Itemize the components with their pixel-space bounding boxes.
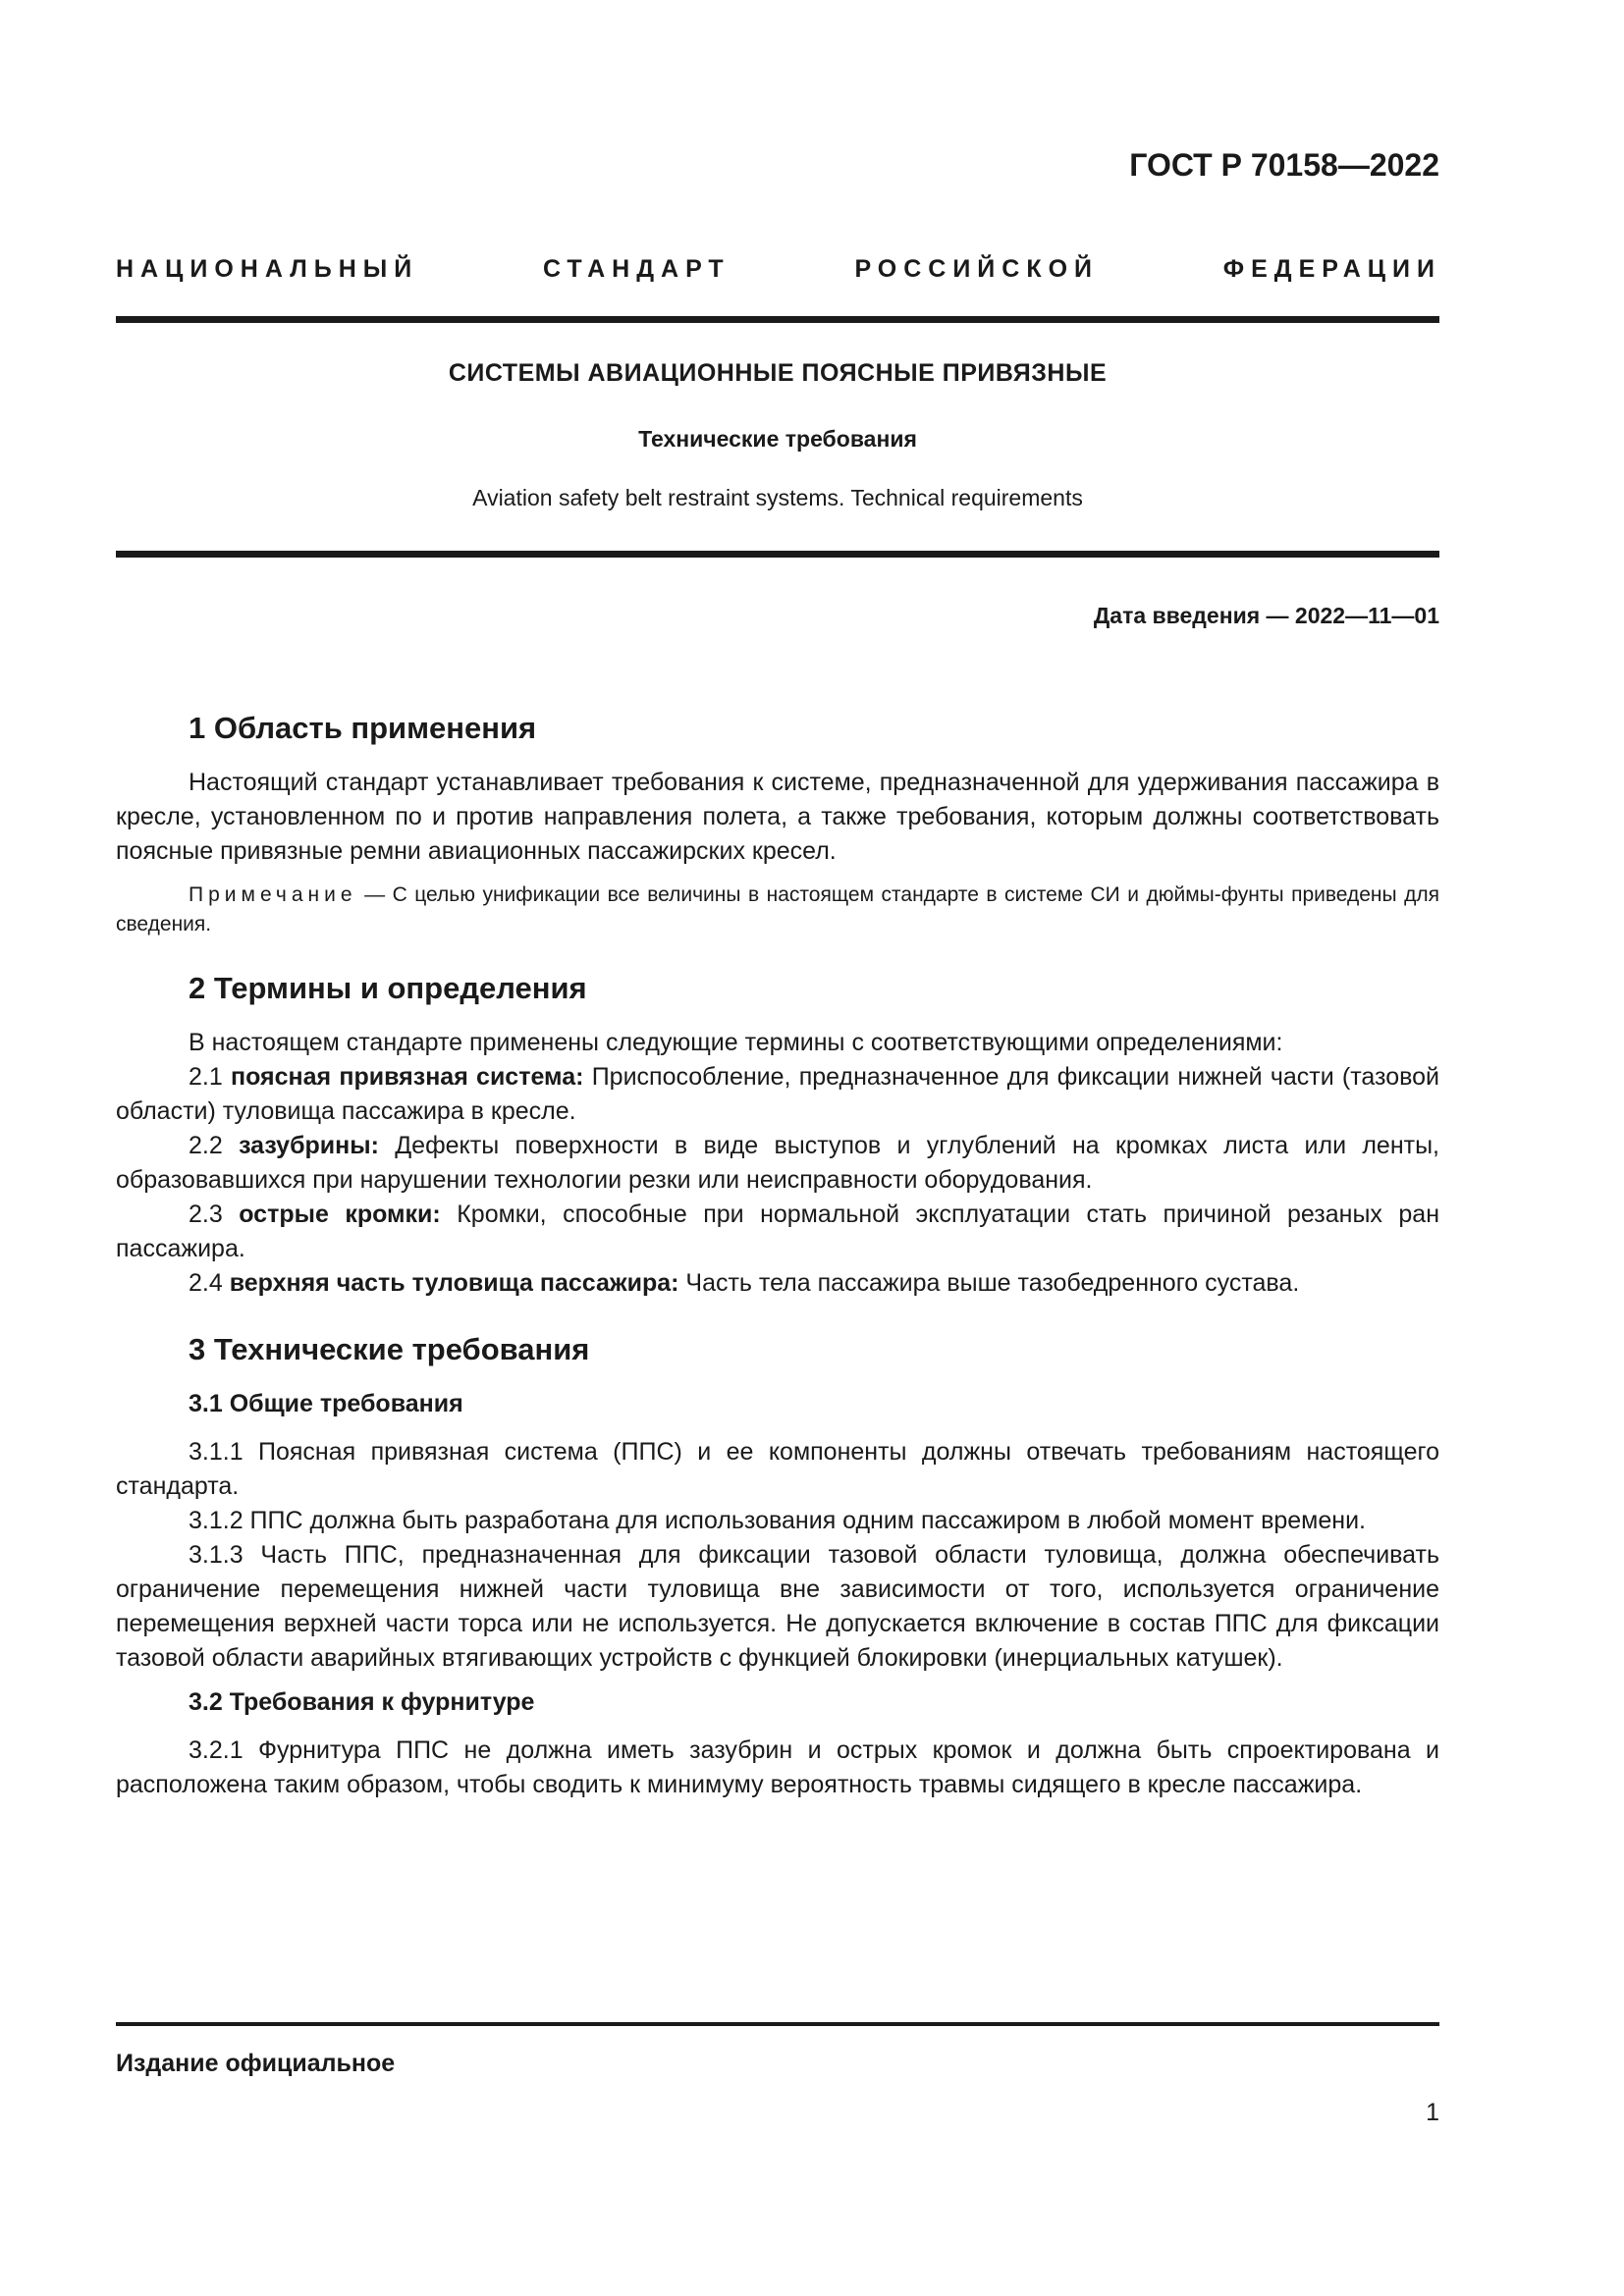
top-divider (116, 316, 1439, 323)
term-2-3: 2.3 острые кромки: Кромки, способные при нормальной эксплуатации стать причиной резаных ран пассажира. (116, 1201, 1439, 1262)
term-2-2: 2.2 зазубрины: Дефекты поверхности в виде выступов и углублений на кромках листа или ленты, образовавшихся при нарушении технологии резки или неисправности оборудования. (116, 1132, 1439, 1194)
term-definition: Приспособление, предназначенное для фиксации нижней части (тазовой области) туловища пассажира в кресле. (116, 1063, 1439, 1125)
term-name: острые кромки: (239, 1201, 441, 1228)
subsection-3-1-heading: 3.1 Общие требования (189, 1390, 463, 1417)
subsection-3-2-heading: 3.2 Требования к фурнитуре (189, 1688, 535, 1716)
clause-3-1-3: 3.1.3 Часть ППС, предназначенная для фиксации тазовой области туловища, должна обеспечивать ограничение перемещения нижней части туловища вне зависимости от того, используется ограничение перемещения верхней части торса или не используется. Не допускается включение в состав ППС для фиксации тазовой области аварийных втягивающих устройств с функцией блокировки (инерциальных катушек). (116, 1541, 1439, 1672)
term-2-1: 2.1 поясная привязная система: Приспособление, предназначенное для фиксации нижней части (тазовой области) туловища пассажира в кресле. (116, 1063, 1439, 1125)
section-1-note (116, 881, 1439, 939)
section-2-intro: В настоящем стандарте применены следующие термины с соответствующими определениями: (189, 1029, 1283, 1056)
note-text: — С целью унификации все величины в настоящем стандарте в системе СИ и дюймы-фунты приведены для сведения. (116, 883, 1439, 935)
term-2-4: 2.4 верхняя часть туловища пассажира: Часть тела пассажира выше тазобедренного сустава. (189, 1269, 1300, 1297)
term-definition: Часть тела пассажира выше тазобедренного сустава. (678, 1269, 1300, 1297)
term-definition: Дефекты поверхности в виде выступов и углублений на кромках листа или ленты, образовавшихся при нарушении технологии резки или неисправности оборудования. (116, 1132, 1439, 1194)
gost-number: ГОСТ Р 70158—2022 (1129, 147, 1439, 183)
section-1-paragraph: Настоящий стандарт устанавливает требования к системе, предназначенной для удерживания пассажира в кресле, установленном по и против направления полета, а также требования, которым должны соответствовать поясные привязные ремни авиационных пассажирских кресел. (116, 769, 1439, 865)
title-divider (116, 551, 1439, 558)
clause-3-1-2: 3.1.2 ППС должна быть разработана для использования одним пассажиром в любой момент времени. (189, 1507, 1366, 1534)
official-edition-label: Издание официальное (116, 2050, 396, 2077)
document-body (116, 709, 1439, 1802)
term-name: поясная привязная система: (231, 1063, 584, 1091)
section-2-heading: 2 Термины и определения (189, 971, 587, 1005)
document-title: СИСТЕМЫ АВИАЦИОННЫЕ ПОЯСНЫЕ ПРИВЯЗНЫЕ (448, 359, 1108, 387)
footer-divider (116, 2022, 1439, 2026)
introduction-date: Дата введения — 2022—11—01 (1093, 603, 1439, 628)
term-name: верхняя часть туловища пассажира: (229, 1269, 679, 1297)
clause-3-1-1: 3.1.1 Поясная привязная система (ППС) и ее компоненты должны отвечать требованиям настоящего стандарта. (116, 1438, 1439, 1500)
clause-3-2-1: 3.2.1 Фурнитура ППС не должна иметь зазубрин и острых кромок и должна быть спроектирована и расположена таким образом, чтобы сводить к минимуму вероятность травмы сидящего в кресле пассажира. (116, 1736, 1439, 1798)
section-1-heading: 1 Область применения (189, 711, 537, 745)
note-label: Примечание (189, 883, 357, 906)
term-definition: Кромки, способные при нормальной эксплуатации стать причиной резаных ран пассажира. (116, 1201, 1439, 1262)
page-number: 1 (1426, 2099, 1439, 2126)
national-standard-banner: НАЦИОНАЛЬНЫЙ СТАНДАРТ РОССИЙСКОЙ ФЕДЕРАЦИИ (116, 255, 1441, 283)
term-name: зазубрины: (239, 1132, 379, 1159)
section-3-heading: 3 Технические требования (189, 1332, 590, 1366)
document-subtitle: Технические требования (638, 426, 917, 452)
document-english-title: Aviation safety belt restraint systems. Technical requirements (472, 485, 1083, 510)
